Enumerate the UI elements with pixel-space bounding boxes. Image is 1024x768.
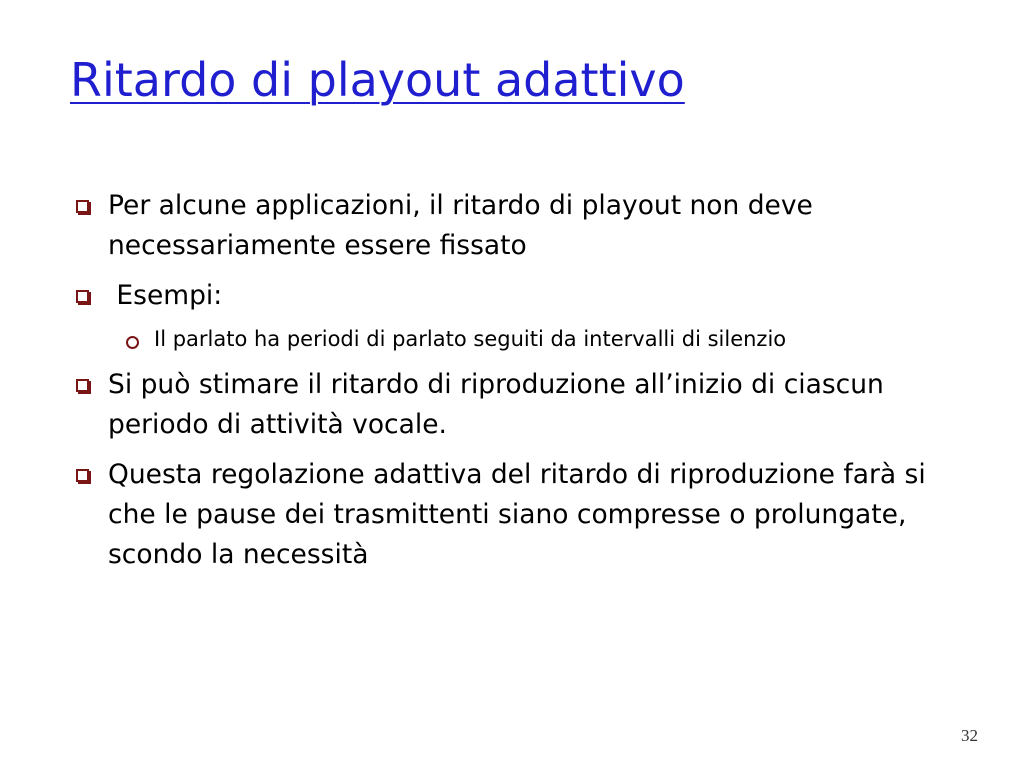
square-bullet-icon (76, 379, 89, 392)
slide-title: Ritardo di playout adattivo (70, 53, 685, 107)
bullet-item (0, 365, 1024, 445)
sub-bullet-item (0, 324, 1024, 355)
sub-bullet-text: Il parlato ha periodi di parlato seguiti da intervalli di silenzio (154, 327, 787, 351)
bullet-text: Esempi: (108, 280, 223, 311)
bullet-text: Si può stimare il ritardo di riproduzione all’inizio di ciascun periodo di attività vocale. (108, 369, 884, 440)
bullet-list (0, 186, 1024, 585)
page-number: 32 (961, 726, 978, 745)
circle-bullet-icon (126, 336, 139, 349)
bullet-text: Per alcune applicazioni, il ritardo di playout non deve necessariamente essere fissato (108, 190, 813, 261)
square-bullet-icon (76, 290, 89, 303)
bullet-text: Questa regolazione adattiva del ritardo di riproduzione farà si che le pause dei trasmittenti siano compresse o prolungate, scondo la necessità (108, 459, 926, 570)
bullet-item (0, 455, 1024, 575)
square-bullet-icon (76, 200, 89, 213)
bullet-item (0, 186, 1024, 266)
bullet-item (0, 276, 1024, 316)
square-bullet-icon (76, 469, 89, 482)
